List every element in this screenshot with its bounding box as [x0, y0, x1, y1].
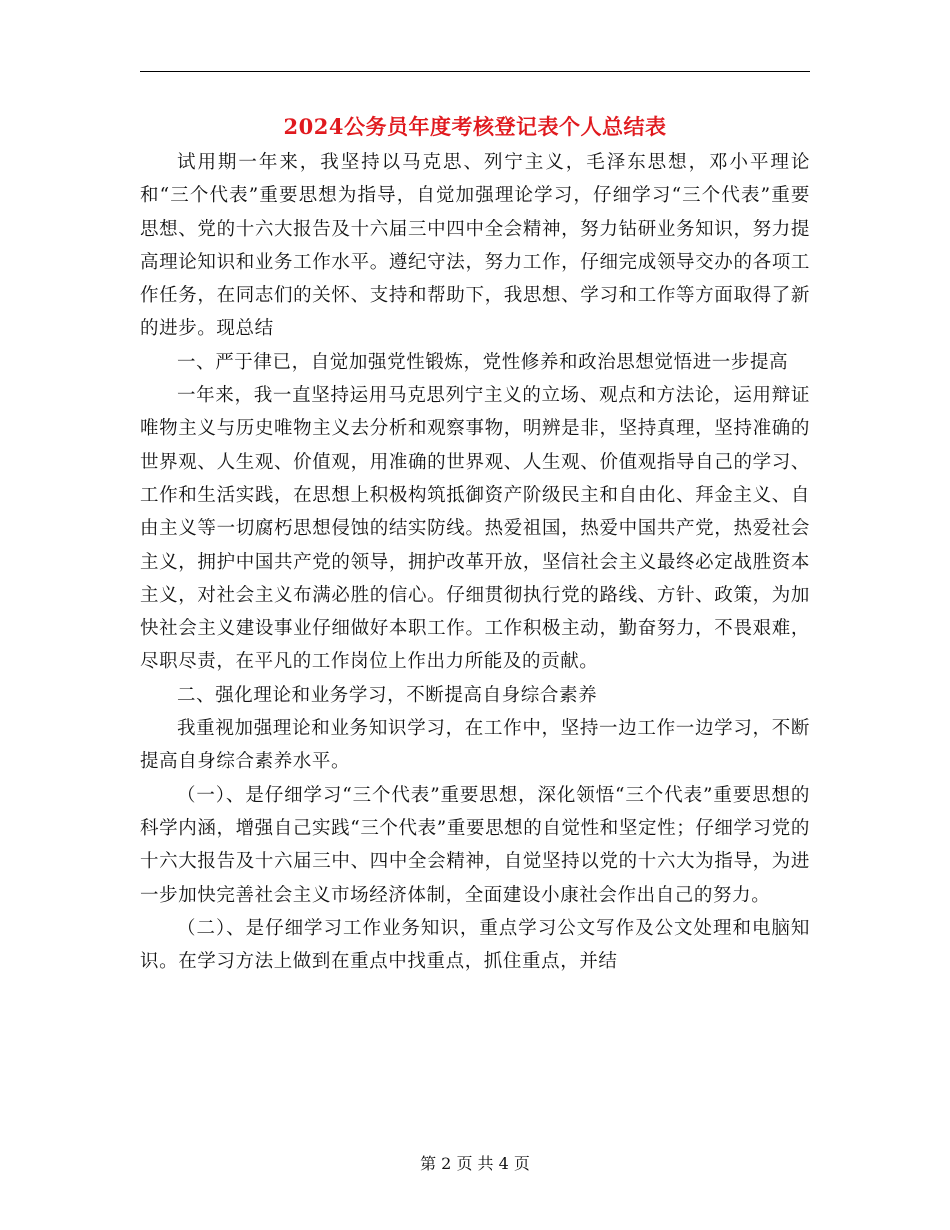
document-body: [140, 146, 810, 978]
paragraph-item-2: （二）、是仔细学习工作业务知识，重点学习公文写作及公文处理和电脑知识。在学习方法上做到在重点中找重点，抓住重点，并结: [140, 917, 810, 973]
header-rule: [140, 71, 810, 72]
paragraph-section-1: 一年来，我一直坚持运用马克思列宁主义的立场、观点和方法论，运用辩证唯物主义与历史唯物主义去分析和观察事物，明辨是非，坚持真理，坚持准确的世界观、人生观、价值观，用准确的世界观、人生观、价值观指导自己的学习、工作和生活实践，在思想上积极构筑抵御资产阶级民主和自由化、拜金主义、自由主义等一切腐朽思想侵蚀的结实防线。热爱祖国，热爱中国共产党，热爱社会主义，拥护中国共产党的领导，拥护改革开放，坚信社会主义最终必定战胜资本主义，对社会主义布满必胜的信心。仔细贯彻执行党的路线、方针、政策，为加快社会主义建设事业仔细做好本职工作。工作积极主动，勤奋努力，不畏艰难，尽职尽责，在平凡的工作岗位上作出力所能及的贡献。: [140, 385, 810, 673]
document-title: 2024公务员年度考核登记表个人总结表: [283, 114, 667, 139]
paragraph-section-2: 我重视加强理论和业务知识学习，在工作中，坚持一边工作一边学习，不断提高自身综合素养水平。: [140, 718, 810, 773]
page-number-footer: 第 2 页 共 4 页: [420, 1154, 530, 1173]
paragraph-item-1: （一）、是仔细学习“三个代表”重要思想，深化领悟“三个代表”重要思想的科学内涵，增强自己实践“三个代表”重要思想的自觉性和坚定性；仔细学习党的十六大报告及十六届三中、四中全会精神，自觉坚持以党的十六大为指导，为进一步加快完善社会主义市场经济体制，全面建设小康社会作出自己的努力。: [140, 784, 810, 906]
paragraph-intro: 试用期一年来，我坚持以马克思、列宁主义，毛泽东思想，邓小平理论和“三个代表”重要思想为指导，自觉加强理论学习，仔细学习“三个代表”重要思想、党的十六大报告及十六届三中四中全会精神，努力钻研业务知识，努力提高理论知识和业务工作水平。遵纪守法，努力工作，仔细完成领导交办的各项工作任务，在同志们的关怀、支持和帮助下，我思想、学习和工作等方面取得了新的进步。现总结: [140, 152, 810, 340]
section-heading-1: 一、严于律已，自觉加强党性锻炼，党性修养和政治思想觉悟进一步提高: [177, 351, 789, 373]
section-heading-2: 二、强化理论和业务学习，不断提高自身综合素养: [177, 684, 598, 706]
